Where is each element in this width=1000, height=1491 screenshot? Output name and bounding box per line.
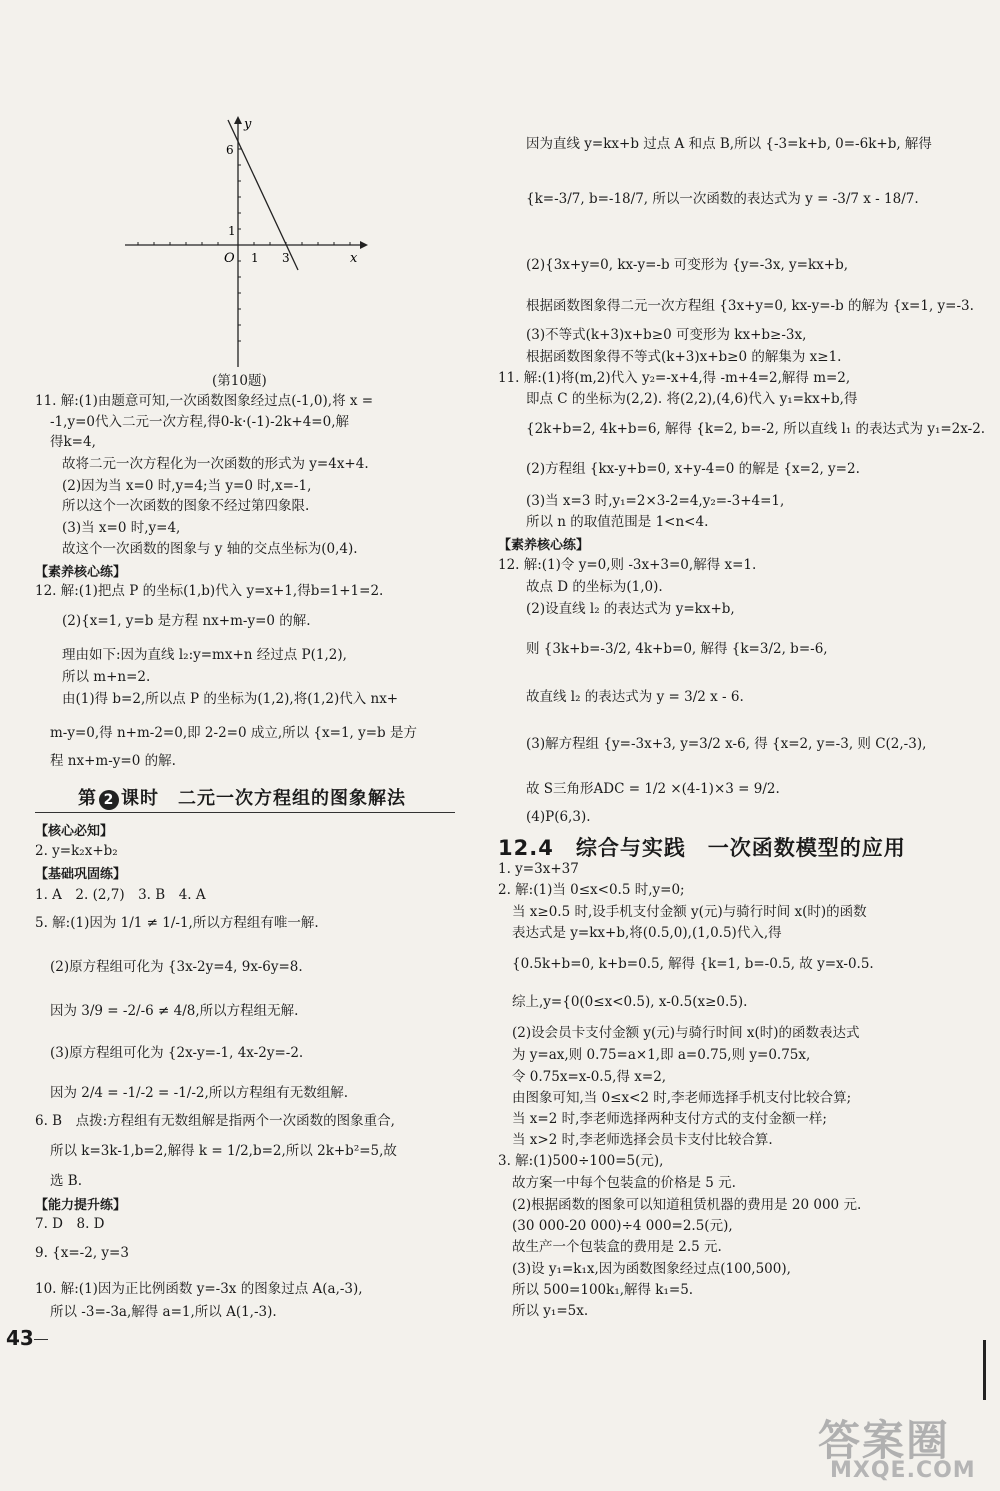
left-line: 因为 3/9 = -2/-6 ≠ 4/8,所以方程组无解. — [50, 1003, 299, 1019]
tick-x3: 3 — [282, 251, 290, 265]
right-line: 当 x≥0.5 时,设手机支付金额 y(元)与骑行时间 x(时)的函数 — [512, 904, 867, 920]
left-line: (2){x=1, y=b 是方程 nx+m-y=0 的解. — [62, 613, 311, 629]
left-line: 由(1)得 b=2,所以点 P 的坐标为(1,2),将(1,2)代入 nx+ — [62, 691, 399, 707]
page-edge-bar — [983, 1340, 986, 1400]
right-line: 根据函数图象得不等式(k+3)x+b≥0 的解集为 x≥1. — [526, 349, 842, 365]
left-line: 选 B. — [50, 1173, 83, 1189]
right-line: 故生产一个包装盒的费用是 2.5 元. — [512, 1239, 722, 1255]
right-line: 为 y=ax,则 0.75=a×1,即 a=0.75,则 y=0.75x, — [512, 1047, 811, 1063]
left-line: (2)原方程组可化为 {3x-2y=4, 9x-6y=8. — [50, 959, 303, 975]
left-line: 10. 解:(1)因为正比例函数 y=-3x 的图象过点 A(a,-3), — [35, 1281, 363, 1297]
right-line: 故点 D 的坐标为(1,0). — [526, 579, 663, 595]
left-line: 12. 解:(1)把点 P 的坐标(1,b)代入 y=x+1,得b=1+1=2. — [35, 583, 384, 599]
right-line: 令 0.75x=x-0.5,得 x=2, — [512, 1069, 667, 1085]
right-line: 则 {3k+b=-3/2, 4k+b=0, 解得 {k=3/2, b=-6, — [526, 641, 828, 657]
left-line: 所以 m+n=2. — [62, 669, 151, 685]
right-line: 所以 500=100k₁,解得 k₁=5. — [512, 1282, 694, 1298]
right-line: 综上,y={0(0≤x<0.5), x-0.5(x≥0.5). — [512, 994, 748, 1010]
right-line: 当 x>2 时,李老师选择会员卡支付比较合算. — [512, 1132, 773, 1148]
linear-function-graph — [120, 112, 370, 374]
right-line: (3)不等式(k+3)x+b≥0 可变形为 kx+b≥-3x, — [526, 327, 807, 343]
page-number-rule — [34, 1339, 48, 1340]
right-line: 1. y=3x+37 — [498, 861, 579, 877]
left-line: 得k=4, — [50, 434, 96, 450]
left-line: 2. y=k₂x+b₂ — [35, 843, 118, 859]
tick-x1: 1 — [251, 251, 259, 265]
right-line: 故直线 l₂ 的表达式为 y = 3/2 x - 6. — [526, 689, 744, 705]
section-tag: 【素养核心练】 — [35, 565, 127, 580]
x-axis-label: x — [350, 251, 358, 266]
left-line: (2)因为当 x=0 时,y=4;当 y=0 时,x=-1, — [62, 478, 312, 494]
left-line: 故这个一次函数的图象与 y 轴的交点坐标为(0,4). — [62, 541, 358, 557]
right-line: 故 S三角形ADC = 1/2 ×(4-1)×3 = 9/2. — [526, 781, 780, 797]
right-line: {k=-3/7, b=-18/7, 所以一次函数的表达式为 y = -3/7 x - 18/7. — [526, 191, 919, 207]
left-line: 11. 解:(1)由题意可知,一次函数图象经过点(-1,0),将 x = — [35, 393, 374, 409]
right-line: {0.5k+b=0, k+b=0.5, 解得 {k=1, b=-0.5, 故 y=x-0.5. — [512, 956, 874, 972]
right-line: (2){3x+y=0, kx-y=-b 可变形为 {y=-3x, y=kx+b, — [526, 257, 849, 273]
left-line: 程 nx+m-y=0 的解. — [50, 753, 176, 769]
left-line: 所以这个一次函数的图象不经过第四象限. — [62, 498, 310, 514]
watermark-url: MXQE.COM — [830, 1458, 976, 1483]
right-line: 11. 解:(1)将(m,2)代入 y₂=-x+4,得 -m+4=2,解得 m=2, — [498, 370, 851, 386]
right-line: (2)根据函数的图象可以知道租赁机器的费用是 20 000 元. — [512, 1197, 862, 1213]
right-line: 即点 C 的坐标为(2,2). 将(2,2),(4,6)代入 y₁=kx+b,得 — [526, 391, 858, 407]
right-line: (2)设直线 l₂ 的表达式为 y=kx+b, — [526, 601, 735, 617]
left-line: m-y=0,得 n+m-2=0,即 2-2=0 成立,所以 {x=1, y=b 是方 — [50, 725, 417, 741]
right-line: (3)解方程组 {y=-3x+3, y=3/2 x-6, 得 {x=2, y=-3, 则 C(2,-3), — [526, 736, 927, 752]
left-line: (3)原方程组可化为 {2x-y=-1, 4x-2y=-2. — [50, 1045, 304, 1061]
y-axis-label: y — [244, 117, 252, 132]
right-line: 故方案一中每个包装盒的价格是 5 元. — [512, 1175, 736, 1191]
right-line: (2)设会员卡支付金额 y(元)与骑行时间 x(时)的函数表达式 — [512, 1025, 860, 1041]
right-line: 所以 y₁=5x. — [512, 1303, 589, 1319]
right-line: 表达式是 y=kx+b,将(0.5,0),(1,0.5)代入,得 — [512, 925, 782, 941]
right-line: 12. 解:(1)令 y=0,则 -3x+3=0,解得 x=1. — [498, 557, 757, 573]
section-tag: 【能力提升练】 — [35, 1198, 127, 1213]
right-line: 根据函数图象得二元一次方程组 {3x+y=0, kx-y=-b 的解为 {x=1, y=-3. — [526, 298, 974, 314]
left-line: 6. B 点拨:方程组有无数组解是指两个一次函数的图象重合, — [35, 1113, 395, 1129]
tick-y1: 1 — [228, 224, 236, 238]
left-line: 故将二元一次方程化为一次函数的形式为 y=4x+4. — [62, 456, 369, 472]
right-line: (30 000-20 000)÷4 000=2.5(元), — [512, 1218, 733, 1234]
page-number: 43 — [6, 1326, 34, 1350]
right-line: (3)当 x=3 时,y₁=2×3-2=4,y₂=-3+4=1, — [526, 493, 785, 509]
section-tag: 【核心必知】 — [35, 824, 114, 839]
right-line: 3. 解:(1)500÷100=5(元), — [498, 1153, 664, 1169]
left-line: 7. D 8. D — [35, 1216, 105, 1232]
section-tag: 【素养核心练】 — [498, 538, 590, 553]
right-line: 2. 解:(1)当 0≤x<0.5 时,y=0; — [498, 882, 685, 898]
graph-caption: (第10题) — [212, 373, 267, 389]
right-line: 因为直线 y=kx+b 过点 A 和点 B,所以 {-3=k+b, 0=-6k+b, 解得 — [526, 136, 932, 152]
left-line: 理由如下:因为直线 l₂:y=mx+n 经过点 P(1,2), — [62, 647, 347, 663]
left-line: 所以 -3=-3a,解得 a=1,所以 A(1,-3). — [50, 1304, 277, 1320]
origin-label: O — [224, 251, 235, 266]
right-line: (3)设 y₁=k₁x,因为函数图象经过点(100,500), — [512, 1261, 791, 1277]
tick-y6: 6 — [226, 143, 234, 157]
right-line: 所以 n 的取值范围是 1<n<4. — [526, 514, 709, 530]
left-line: 1. A 2. (2,7) 3. B 4. A — [35, 887, 206, 903]
left-line: 5. 解:(1)因为 1/1 ≠ 1/-1,所以方程组有唯一解. — [35, 915, 319, 931]
left-line: 所以 k=3k-1,b=2,解得 k = 1/2,b=2,所以 2k+b²=5,故 — [50, 1143, 397, 1159]
right-line: 由图象可知,当 0≤x<2 时,李老师选择手机支付比较合算; — [512, 1090, 852, 1106]
right-line: {2k+b=2, 4k+b=6, 解得 {k=2, b=-2, 所以直线 l₁ 的表达式为 y₁=2x-2. — [526, 421, 986, 437]
left-line: 9. {x=-2, y=3 — [35, 1245, 129, 1261]
right-line: (2)方程组 {kx-y+b=0, x+y-4=0 的解是 {x=2, y=2. — [526, 461, 860, 477]
heading-rule — [35, 812, 455, 813]
watermark-logo: 答案圈 — [818, 1416, 951, 1465]
section-heading-lesson2: 第 2 课时 二元一次方程组的图象解法 — [78, 788, 406, 809]
left-line: 因为 2/4 = -1/-2 = -1/-2,所以方程组有无数组解. — [50, 1085, 349, 1101]
left-line: -1,y=0代入二元一次方程,得0-k·(-1)-2k+4=0,解 — [50, 414, 349, 430]
right-line: (4)P(6,3). — [526, 809, 591, 825]
section-tag: 【基础巩固练】 — [35, 867, 127, 882]
section-heading-12-4: 12.4 综合与实践 一次函数模型的应用 — [498, 836, 906, 860]
left-line: (3)当 x=0 时,y=4, — [62, 520, 181, 536]
right-line: 当 x=2 时,李老师选择两种支付方式的支付金额一样; — [512, 1111, 827, 1127]
